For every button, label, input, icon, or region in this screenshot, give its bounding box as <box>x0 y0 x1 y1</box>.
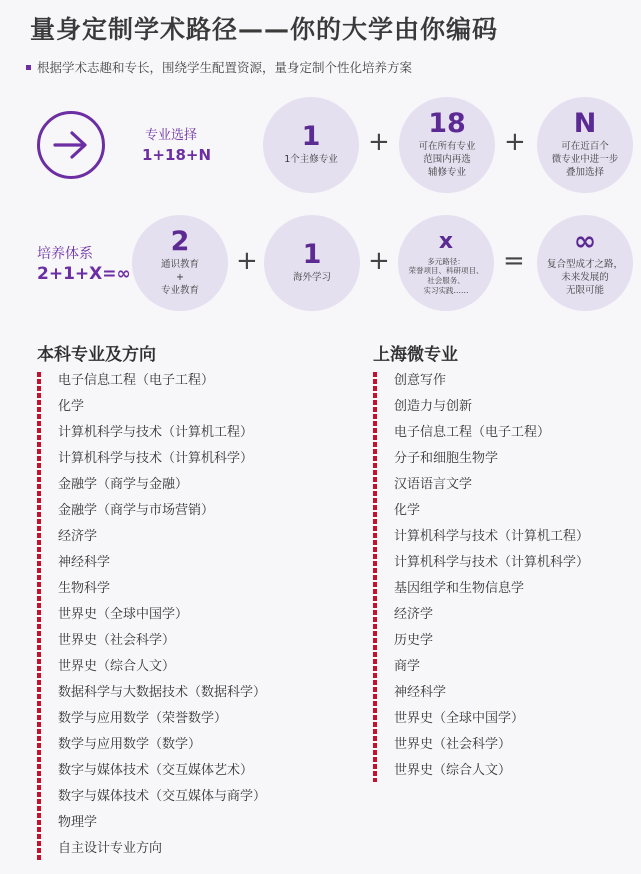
plus-sign: + <box>236 246 258 276</box>
list-item: 神经科学 <box>394 685 447 700</box>
list-item: 经济学 <box>394 607 434 622</box>
subtitle-text: 根据学术志趣和专长，围绕学生配置资源，量身定制个性化培养方案 <box>37 60 413 75</box>
training-infinity-symbol: ∞ <box>573 226 597 258</box>
list-item: 世界史（全球中国学） <box>394 711 525 726</box>
major-circle-minor <box>399 97 495 193</box>
training-infinity-text: 复合型成才之路， 未来发展的 无限可能 <box>546 259 623 296</box>
training-overseas-number: 1 <box>302 239 322 271</box>
list-item: 化学 <box>394 503 421 518</box>
list-item: 物理学 <box>58 815 98 830</box>
plus-sign: + <box>368 246 390 276</box>
list-item: 电子信息工程（电子工程） <box>394 425 551 440</box>
page-title: 量身定制学术路径——你的大学由你编码 <box>30 15 499 44</box>
bullet-square-icon <box>26 65 31 70</box>
training-system-label: 培养体系 <box>37 246 93 262</box>
list-item: 化学 <box>58 399 85 414</box>
equals-sign: = <box>503 246 525 276</box>
major-minor-number: 18 <box>428 108 466 140</box>
micro-red-rail <box>373 372 377 782</box>
list-item: 数学与应用数学（荣誉数学） <box>58 711 228 726</box>
training-education-text: 通识教育 + 专业教育 <box>160 259 199 296</box>
list-item: 数字与媒体技术（交互媒体艺术） <box>58 763 254 778</box>
major-micro-number: N <box>573 108 597 140</box>
list-item: 世界史（全球中国学） <box>58 607 189 622</box>
training-circle-overseas <box>264 215 360 311</box>
list-item: 计算机科学与技术（计算机工程） <box>58 425 254 440</box>
list-item: 神经科学 <box>58 555 111 570</box>
page-subtitle <box>26 58 412 76</box>
major-circle-micro <box>537 97 633 193</box>
micro-heading: 上海微专业 <box>373 345 458 365</box>
list-item: 生物科学 <box>58 581 111 596</box>
list-item: 计算机科学与技术（计算机工程） <box>394 529 590 544</box>
list-item: 数字与媒体技术（交互媒体与商学） <box>58 789 267 804</box>
major-selection-label: 专业选择 <box>145 128 198 143</box>
list-item: 世界史（综合人文） <box>58 659 176 674</box>
list-item: 世界史（社会科学） <box>394 737 512 752</box>
undergrad-heading: 本科专业及方向 <box>37 345 156 365</box>
training-education-number: 2 <box>170 226 190 258</box>
major-main-number: 1 <box>301 121 321 153</box>
list-item: 世界史（社会科学） <box>58 633 176 648</box>
list-item: 基因组学和生物信息学 <box>394 581 525 596</box>
micro-list <box>394 368 589 784</box>
list-item: 计算机科学与技术（计算机科学） <box>394 555 590 570</box>
major-selection-formula: 1+18+N <box>142 146 212 164</box>
training-circle-paths <box>398 215 494 311</box>
plus-sign: + <box>368 127 390 157</box>
list-item: 创造力与创新 <box>394 399 473 414</box>
undergrad-list <box>58 368 266 862</box>
training-system-formula: 2+1+X=∞ <box>37 264 131 284</box>
list-item: 电子信息工程（电子工程） <box>58 373 215 388</box>
training-paths-number: x <box>438 228 454 254</box>
list-item: 世界史（综合人文） <box>394 763 512 778</box>
list-item: 汉语语言文学 <box>394 477 473 492</box>
list-item: 自主设计专业方向 <box>58 841 163 856</box>
plus-sign: + <box>504 127 526 157</box>
list-item: 金融学（商学与市场营销） <box>58 503 215 518</box>
training-circle-infinity <box>537 215 633 311</box>
undergrad-red-rail <box>37 372 41 860</box>
list-item: 数据科学与大数据技术（数据科学） <box>58 685 267 700</box>
list-item: 经济学 <box>58 529 98 544</box>
list-item: 计算机科学与技术（计算机科学） <box>58 451 254 466</box>
list-item: 历史学 <box>394 633 434 648</box>
list-item: 分子和细胞生物学 <box>394 451 499 466</box>
training-circle-education <box>132 215 228 311</box>
right-arrow-icon <box>37 111 105 179</box>
list-item: 数学与应用数学（数学） <box>58 737 202 752</box>
list-item: 创意写作 <box>394 373 447 388</box>
major-minor-text: 可在所有专业 范围内再选 辅修专业 <box>418 141 476 178</box>
training-overseas-text: 海外学习 <box>292 272 331 284</box>
training-paths-text: 多元路径： 荣誉项目、科研项目、 社会服务、 实习实践…… <box>408 256 484 295</box>
list-item: 金融学（商学与金融） <box>58 477 189 492</box>
major-micro-text: 可在近百个 微专业中进一步 叠加选择 <box>551 141 619 178</box>
major-circle-main <box>263 97 359 193</box>
major-main-text: 1个主修专业 <box>284 154 338 166</box>
list-item: 商学 <box>394 659 421 674</box>
